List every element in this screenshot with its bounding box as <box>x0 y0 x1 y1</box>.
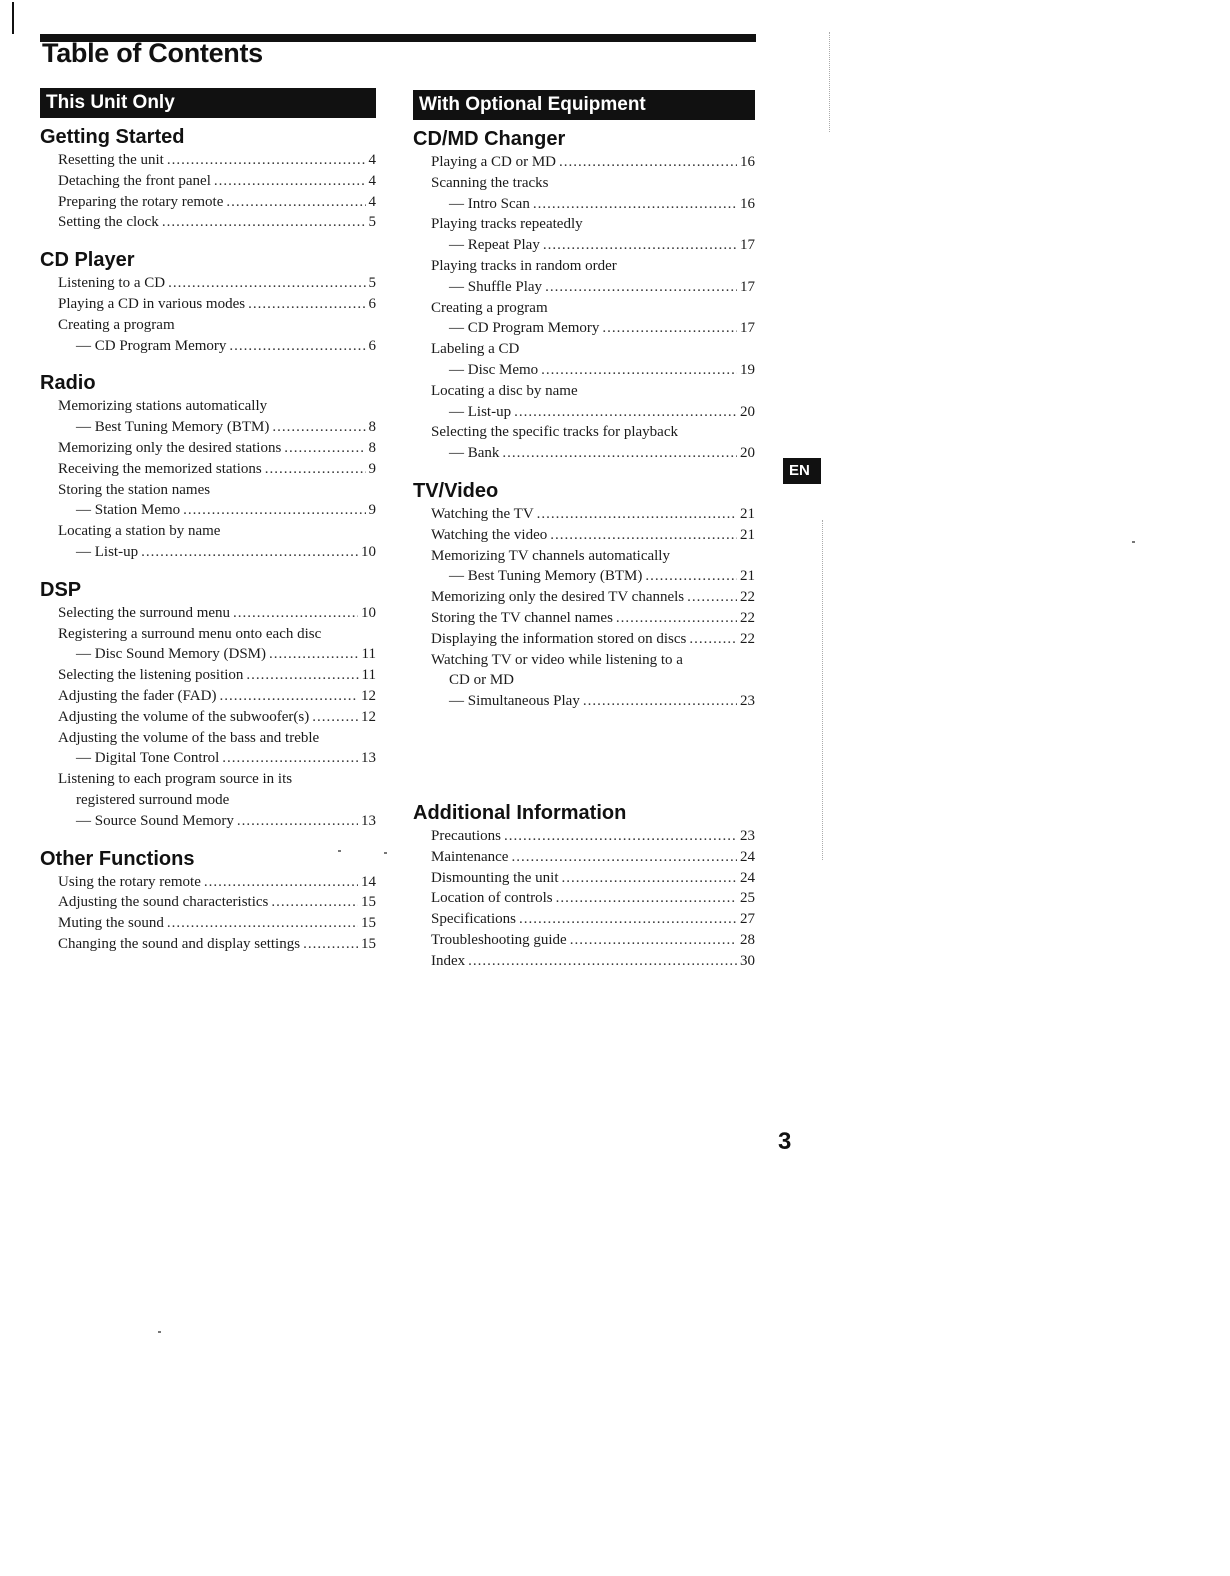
dot-leader <box>271 892 358 913</box>
dot-leader <box>229 336 365 357</box>
toc-entry-label: Listening to each program source in its <box>58 771 293 788</box>
toc-entry[interactable] <box>40 480 376 501</box>
section-radio <box>40 368 376 562</box>
toc-entry-label: Detaching the front panel <box>58 172 211 189</box>
section-additional-information <box>413 798 755 972</box>
toc-entry[interactable] <box>40 212 376 233</box>
toc-entry-page: 5 <box>368 214 376 231</box>
scan-artifact <box>384 852 387 854</box>
dot-leader <box>537 504 737 525</box>
toc-entry-label: Listening to a CD <box>58 275 166 292</box>
toc-entry-page: 20 <box>740 403 755 420</box>
toc-entry[interactable] <box>413 650 755 671</box>
toc-entry-label: Adjusting the volume of the bass and treble <box>58 729 320 746</box>
section-title: Getting Started <box>40 126 185 148</box>
dot-leader <box>222 748 358 769</box>
toc-entry-label: — List-up <box>449 403 512 420</box>
toc-entry-page: 4 <box>368 152 376 168</box>
dot-leader <box>504 826 737 847</box>
toc-entry[interactable] <box>413 826 755 847</box>
toc-entry-page: 16 <box>740 195 755 212</box>
toc-entry-label: Creating a program <box>58 316 175 333</box>
dot-leader <box>141 542 358 563</box>
toc-entry[interactable] <box>413 504 755 525</box>
toc-entry-label: Memorizing stations automatically <box>58 398 268 415</box>
toc-entry-page: 9 <box>368 460 376 477</box>
toc-entry-page: 10 <box>361 543 376 560</box>
toc-entry[interactable] <box>413 256 755 277</box>
toc-entry[interactable] <box>413 339 755 360</box>
toc-entry-page: 17 <box>740 237 755 254</box>
toc-entry-label: Playing a CD or MD <box>431 154 556 170</box>
dot-leader <box>237 811 358 832</box>
toc-entry[interactable] <box>40 459 376 480</box>
toc-entry-label: Index <box>431 952 466 969</box>
section-cd-player <box>40 245 376 356</box>
toc-entry-label: Muting the sound <box>58 915 164 932</box>
dot-leader <box>226 192 365 213</box>
scan-artifact <box>1132 541 1135 543</box>
toc-entry[interactable] <box>413 235 755 256</box>
toc-entry-page: 22 <box>740 589 755 606</box>
toc-entry[interactable] <box>40 500 376 521</box>
toc-entry-label: — Best Tuning Memory (BTM) <box>76 419 270 436</box>
section-spacer <box>413 724 755 798</box>
page-number: 3 <box>778 1128 792 1155</box>
toc-entry[interactable] <box>413 670 755 691</box>
dot-leader <box>543 235 737 256</box>
toc-entry-label: Locating a station by name <box>58 523 221 540</box>
toc-entry-label: Dismounting the unit <box>431 869 559 886</box>
toc-entry[interactable] <box>413 152 755 173</box>
toc-entry-label: Watching the TV <box>431 505 534 522</box>
toc-entry-label: Precautions <box>431 827 501 844</box>
toc-entry-page: 23 <box>740 693 755 710</box>
toc-entry-page: 4 <box>368 172 376 189</box>
dot-leader <box>468 951 737 972</box>
toc-entry-label: — Disc Sound Memory (DSM) <box>76 646 266 663</box>
toc-entry[interactable] <box>413 909 755 930</box>
toc-entry-label: Adjusting the sound characteristics <box>58 894 269 911</box>
toc-entry-label: registered surround mode <box>76 791 230 808</box>
toc-entry[interactable] <box>40 811 376 832</box>
toc-entry-page: 8 <box>368 419 376 436</box>
toc-entry[interactable] <box>40 396 376 417</box>
toc-entry[interactable] <box>40 707 376 728</box>
toc-entry-label: — Intro Scan <box>449 195 530 212</box>
toc-entry-label: Selecting the specific tracks for playback <box>431 424 678 441</box>
toc-entry-page: 19 <box>740 361 755 378</box>
toc-entry-label: Storing the station names <box>58 481 211 498</box>
toc-entry-label: — Shuffle Play <box>449 278 543 295</box>
toc-entry[interactable] <box>40 934 376 955</box>
dot-leader <box>284 438 365 459</box>
toc-entry[interactable] <box>40 603 376 624</box>
toc-entry-label: CD or MD <box>449 672 515 689</box>
toc-entry-label: Maintenance <box>431 848 509 865</box>
dot-leader <box>541 360 737 381</box>
dot-leader <box>562 868 738 889</box>
toc-entry[interactable] <box>413 608 755 629</box>
toc-entry[interactable] <box>40 665 376 686</box>
toc-entry-label: Preparing the rotary remote <box>58 193 224 210</box>
dot-leader <box>502 443 737 464</box>
toc-entry[interactable] <box>40 892 376 913</box>
toc-entry[interactable] <box>413 194 755 215</box>
toc-entry-label: Playing a CD in various modes <box>58 295 246 312</box>
dot-leader <box>645 566 737 587</box>
toc-entry-page: 13 <box>361 750 376 767</box>
toc-entry[interactable] <box>40 644 376 665</box>
dot-leader <box>246 665 358 686</box>
toc-entry-label: Watching the video <box>431 526 548 543</box>
toc-entry[interactable] <box>40 686 376 707</box>
toc-entry[interactable] <box>413 443 755 464</box>
toc-entry-label: Location of controls <box>431 890 553 907</box>
scan-artifact <box>822 520 824 860</box>
section-title: CD/MD Changer <box>413 128 566 150</box>
dot-leader <box>162 212 366 233</box>
toc-entry[interactable] <box>413 277 755 298</box>
toc-entry[interactable] <box>40 748 376 769</box>
toc-entry-label: Setting the clock <box>58 214 159 231</box>
dot-leader <box>168 273 365 294</box>
toc-entry[interactable] <box>413 587 755 608</box>
toc-entry[interactable] <box>413 298 755 319</box>
language-tab: EN <box>783 458 821 484</box>
toc-entry-page: 6 <box>368 337 376 354</box>
toc-entry-page: 27 <box>740 911 755 928</box>
section-title: Radio <box>40 372 96 395</box>
toc-entry[interactable] <box>40 790 376 811</box>
toc-entry[interactable] <box>40 417 376 438</box>
dot-leader <box>204 872 358 893</box>
toc-entry-page: 9 <box>368 502 376 519</box>
banner-this-unit-only: This Unit Only <box>40 88 376 118</box>
toc-entry-label: — Disc Memo <box>449 361 539 378</box>
toc-entry-page: 15 <box>361 935 376 952</box>
toc-entry-page: 24 <box>740 869 755 886</box>
toc-entry-label: Memorizing only the desired stations <box>58 439 282 456</box>
toc-entry[interactable] <box>413 951 755 972</box>
dot-leader <box>269 644 359 665</box>
toc-entry-label: — Digital Tone Control <box>76 750 220 767</box>
dot-leader <box>312 707 358 728</box>
toc-entry[interactable] <box>40 294 376 315</box>
scan-artifact <box>829 32 831 132</box>
toc-entry-page: 25 <box>740 890 755 907</box>
toc-entry-label: — Bank <box>449 445 500 462</box>
toc-entry-label: Using the rotary remote <box>58 873 201 890</box>
dot-leader <box>514 402 737 423</box>
section-tv-video <box>413 476 755 712</box>
dot-leader <box>616 608 737 629</box>
dot-leader <box>272 417 365 438</box>
toc-entry-page: 21 <box>740 505 755 522</box>
toc-entry-label: Receiving the memorized stations <box>58 460 262 477</box>
toc-entry-label: Displaying the information stored on discs <box>431 630 687 647</box>
toc-entry[interactable] <box>40 521 376 542</box>
dot-leader <box>248 294 365 315</box>
toc-entry-page: 12 <box>361 687 376 704</box>
toc-entry-label: Specifications <box>431 911 516 928</box>
toc-entry-label: Storing the TV channel names <box>431 609 613 626</box>
section-cd-md-changer <box>413 124 755 464</box>
scan-artifact <box>338 850 341 852</box>
toc-entry[interactable] <box>413 214 755 235</box>
toc-entry-page: 12 <box>361 708 376 725</box>
toc-entry-label: — List-up <box>76 543 139 560</box>
section-other-functions <box>40 844 376 955</box>
toc-entry-page: 15 <box>361 915 376 932</box>
toc-entry-label: Registering a surround menu onto each disc <box>58 625 322 642</box>
toc-entry-page: 11 <box>361 646 376 663</box>
dot-leader <box>687 587 737 608</box>
toc-entry-label: — CD Program Memory <box>449 320 600 337</box>
right-column <box>413 90 755 984</box>
toc-entry[interactable] <box>40 315 376 336</box>
toc-entry-label: Adjusting the volume of the subwoofer(s) <box>58 708 310 725</box>
toc-entry[interactable] <box>413 868 755 889</box>
toc-entry-page: 13 <box>361 812 376 829</box>
toc-entry[interactable] <box>40 171 376 192</box>
dot-leader <box>183 500 365 521</box>
dot-leader <box>265 459 366 480</box>
toc-entry-page: 22 <box>740 630 755 647</box>
toc-entry-label: Changing the sound and display settings <box>58 935 301 952</box>
toc-entry-label: Playing tracks in random order <box>431 257 617 274</box>
dot-leader <box>570 930 737 951</box>
toc-entry-label: Creating a program <box>431 299 548 316</box>
toc-entry[interactable] <box>40 913 376 934</box>
dot-leader <box>303 934 358 955</box>
margin-mark <box>12 2 14 34</box>
toc-entry[interactable] <box>40 438 376 459</box>
toc-entry-label: Playing tracks repeatedly <box>431 216 583 233</box>
toc-entry-label: Labeling a CD <box>431 341 520 358</box>
banner-with-optional-equipment: With Optional Equipment <box>413 90 755 120</box>
toc-entry[interactable] <box>413 422 755 443</box>
toc-entry-page: 23 <box>740 827 755 844</box>
toc-entry-label: Memorizing only the desired TV channels <box>431 589 685 606</box>
toc-entry[interactable] <box>40 728 376 749</box>
scan-artifact <box>158 1331 161 1333</box>
toc-entry[interactable] <box>413 381 755 402</box>
right-sections <box>413 124 755 972</box>
toc-entry-label: Selecting the listening position <box>58 667 244 684</box>
toc-entry[interactable] <box>413 525 755 546</box>
dot-leader <box>511 847 737 868</box>
toc-entry[interactable] <box>40 336 376 357</box>
dot-leader <box>550 525 737 546</box>
dot-leader <box>545 277 737 298</box>
toc-entry-page: 24 <box>740 848 755 865</box>
toc-entry-label: — CD Program Memory <box>76 337 227 354</box>
toc-entry-label: Memorizing TV channels automatically <box>431 547 670 564</box>
toc-entry-page: 17 <box>740 278 755 295</box>
toc-entry[interactable] <box>413 173 755 194</box>
toc-entry-label: Troubleshooting guide <box>431 931 567 948</box>
toc-entry-label: Adjusting the fader (FAD) <box>58 687 217 704</box>
toc-entry[interactable] <box>413 402 755 423</box>
section-title: DSP <box>40 578 82 601</box>
section-title: Other Functions <box>40 847 195 870</box>
toc-entry[interactable] <box>413 546 755 567</box>
toc-entry-label: Watching TV or video while listening to a <box>431 651 683 668</box>
toc-entry-page: 8 <box>368 439 376 456</box>
toc-entry[interactable] <box>413 318 755 339</box>
toc-entry-page: 5 <box>368 275 376 292</box>
toc-entry-label: — Simultaneous Play <box>449 693 580 710</box>
dot-leader <box>583 691 737 712</box>
left-sections <box>40 122 376 955</box>
page-title: Table of Contents <box>42 38 263 68</box>
dot-leader <box>519 909 737 930</box>
toc-entry[interactable] <box>413 360 755 381</box>
dot-leader <box>233 603 358 624</box>
toc-entry-label: Scanning the tracks <box>431 174 549 191</box>
toc-entry[interactable] <box>40 150 376 171</box>
toc-entry-label: — Source Sound Memory <box>76 812 234 829</box>
section-title: Additional Information <box>413 801 627 824</box>
toc-entry[interactable] <box>413 930 755 951</box>
toc-entry-page: 21 <box>740 568 755 585</box>
toc-entry[interactable] <box>413 691 755 712</box>
dot-leader <box>556 888 737 909</box>
toc-entry-page: 11 <box>361 667 376 684</box>
toc-entry-page: 20 <box>740 445 755 462</box>
toc-entry[interactable] <box>40 624 376 645</box>
toc-entry-page: 21 <box>740 526 755 543</box>
dot-leader <box>533 194 737 215</box>
left-column <box>40 88 376 967</box>
toc-entry-label: — Best Tuning Memory (BTM) <box>449 568 643 585</box>
dot-leader <box>219 686 358 707</box>
toc-entry-page: 22 <box>740 609 755 626</box>
toc-entry[interactable] <box>413 629 755 650</box>
toc-entry[interactable] <box>40 192 376 213</box>
toc-entry-page: 4 <box>368 193 376 210</box>
dot-leader <box>214 171 366 192</box>
toc-entry-page: 28 <box>740 931 755 948</box>
section-title: CD Player <box>40 249 135 272</box>
toc-entry-label: Selecting the surround menu <box>58 604 231 621</box>
toc-entry-page: 16 <box>740 154 755 170</box>
toc-entry-label: Locating a disc by name <box>431 382 578 399</box>
toc-entry-page: 15 <box>361 894 376 911</box>
toc-entry[interactable] <box>413 888 755 909</box>
section-dsp <box>40 575 376 832</box>
toc-entry-label: — Station Memo <box>76 502 181 519</box>
toc-entry[interactable] <box>40 872 376 893</box>
toc-entry-page: 6 <box>368 295 376 312</box>
toc-entry-page: 10 <box>361 604 376 621</box>
toc-entry[interactable] <box>40 273 376 294</box>
toc-entry-label: Resetting the unit <box>58 152 164 168</box>
dot-leader <box>602 318 737 339</box>
toc-entry[interactable] <box>40 769 376 790</box>
dot-leader <box>559 152 737 173</box>
toc-entry-page: 30 <box>740 952 755 969</box>
dot-leader <box>689 629 737 650</box>
dot-leader <box>167 150 366 171</box>
toc-entry-page: 17 <box>740 320 755 337</box>
toc-entry[interactable] <box>413 847 755 868</box>
toc-entry-page: 14 <box>361 873 376 890</box>
section-getting-started <box>40 122 376 233</box>
section-title: TV/Video <box>413 479 499 502</box>
dot-leader <box>167 913 358 934</box>
toc-entry[interactable] <box>40 542 376 563</box>
toc-entry[interactable] <box>413 566 755 587</box>
toc-entry-label: — Repeat Play <box>449 237 540 254</box>
